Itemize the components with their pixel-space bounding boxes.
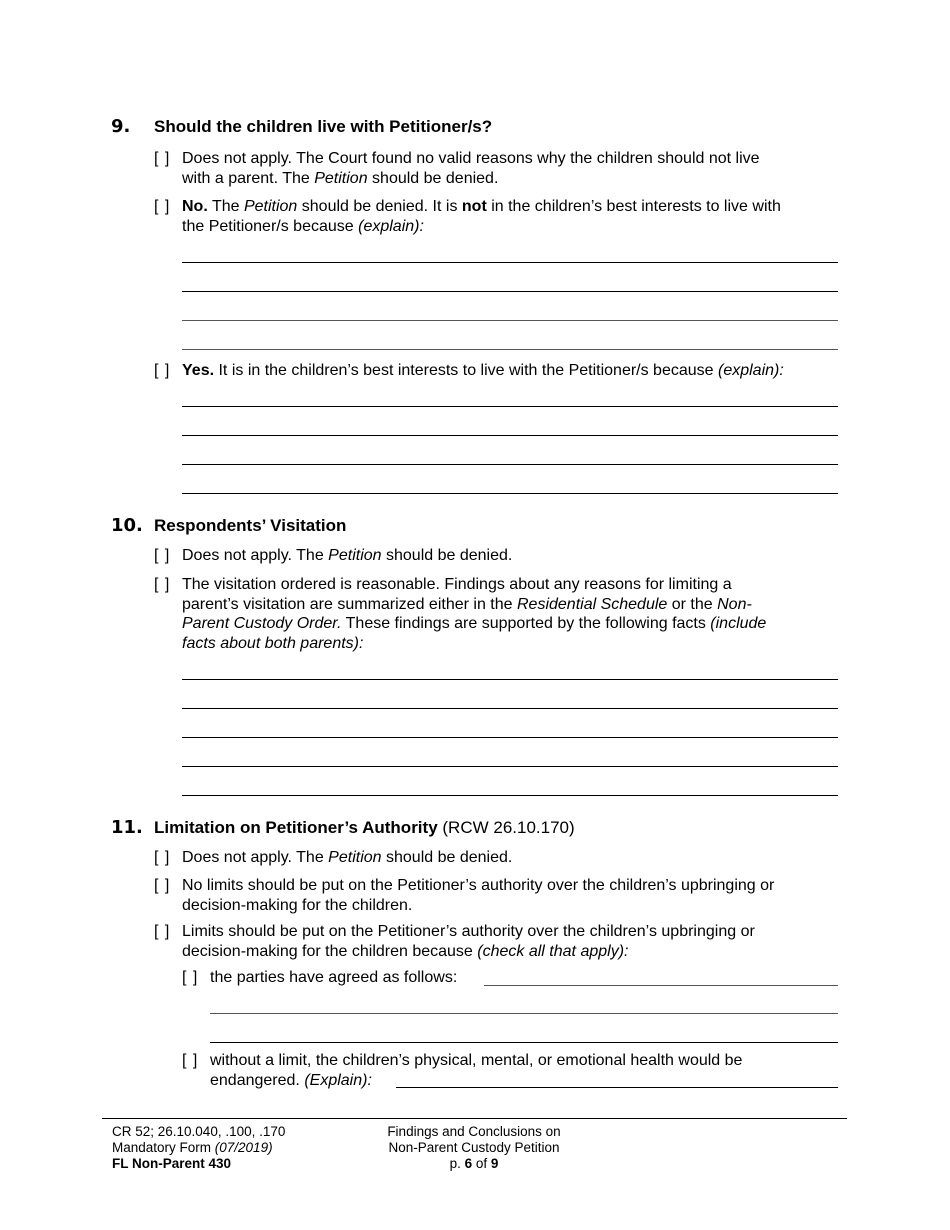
s11-sub1-answer-line-2[interactable] <box>210 1013 838 1014</box>
s11-opt3-check-all: (check all that apply): <box>477 942 629 960</box>
s10-opt2-custody-order: Parent Custody Order. <box>182 615 342 632</box>
s10-opt2-residential-schedule: Residential Schedule <box>516 595 668 613</box>
s11-opt3-line1: Limits should be put on the Petitioner’s authority over the children’s upbringing or <box>182 923 755 940</box>
s9-opt2-answer-line-1[interactable] <box>182 262 838 263</box>
s10-opt2-l3c: (include <box>710 615 767 632</box>
s11-title-bold: Limitation on Petitioner’s Authority <box>154 818 438 837</box>
footer-title-1: Findings and Conclusions on <box>387 1124 561 1139</box>
s9-opt3-explain: (explain): <box>718 362 784 379</box>
s11-sub2-b1: endangered. <box>210 1071 305 1089</box>
s10-answer-line-1[interactable] <box>182 679 838 680</box>
s9-opt2-petition: Petition <box>243 198 298 215</box>
s10-opt2-l2d: Non- <box>717 595 752 613</box>
s9-opt2-explain: (explain): <box>358 217 424 235</box>
s9-opt3-yes: Yes. <box>182 362 215 379</box>
s9-opt2-text <box>182 197 781 236</box>
footer-left <box>112 1124 285 1172</box>
s10-opt1-petition: Petition <box>328 547 382 564</box>
s10-opt1-a3: should be denied. <box>381 547 513 564</box>
s9-opt1-text <box>182 149 760 188</box>
s9-opt3-answer-line-2[interactable] <box>182 435 838 436</box>
s10-opt2-l2a: parent’s visitation are summarized either in the <box>182 595 517 613</box>
s11-sub1-answer-line-1[interactable] <box>484 985 838 986</box>
s11-opt3-checkbox[interactable]: [ ] <box>154 923 170 940</box>
s11-opt1-a1: Does not apply. The <box>182 849 329 866</box>
s11-sub1-answer-line-3[interactable] <box>210 1042 838 1043</box>
footer-page-of: of <box>472 1156 491 1171</box>
s10-answer-line-5[interactable] <box>182 795 838 796</box>
s11-opt1-petition: Petition <box>328 849 382 866</box>
section-11-title <box>154 818 575 838</box>
s9-opt2-answer-line-2[interactable] <box>182 291 838 292</box>
s9-opt2-no: No. <box>182 198 208 215</box>
section-10-title: Respondents’ Visitation <box>154 516 347 535</box>
s9-opt1-petition: Petition <box>314 169 368 187</box>
s9-opt3-answer-line-1[interactable] <box>182 406 838 407</box>
s11-opt2-text <box>182 876 774 915</box>
s10-opt2-checkbox[interactable]: [ ] <box>154 576 170 593</box>
s9-opt2-a6: in the children’s best interests to live with <box>486 198 781 215</box>
s11-sub2-line1: without a limit, the children’s physical, mental, or emotional health would be <box>210 1052 743 1069</box>
section-9-title: Should the children live with Petitioner/s? <box>154 117 493 136</box>
s9-opt3-answer-line-3[interactable] <box>182 464 838 465</box>
s11-opt2-line2: decision-making for the children. <box>182 896 413 914</box>
s10-opt2-line4: facts about both parents): <box>182 634 364 652</box>
s11-opt3-text <box>182 922 755 961</box>
s10-opt1-a1: Does not apply. The <box>182 547 329 564</box>
section-11-number: 11. <box>111 817 143 838</box>
s10-opt2-text <box>182 575 766 653</box>
s10-opt1-checkbox[interactable]: [ ] <box>154 547 170 564</box>
section-9-number: 9. <box>111 116 131 137</box>
section-10-number: 10. <box>111 515 143 536</box>
s9-opt3-checkbox[interactable]: [ ] <box>154 362 170 379</box>
s9-opt2-answer-line-3[interactable] <box>182 320 838 321</box>
s9-opt2-checkbox[interactable]: [ ] <box>154 198 170 215</box>
footer-form-id: FL Non-Parent 430 <box>112 1156 232 1171</box>
s9-opt2-not: not <box>461 198 487 215</box>
s9-opt3-answer-line-4[interactable] <box>182 493 838 494</box>
footer-title-2: Non-Parent Custody Petition <box>388 1140 560 1155</box>
s10-opt2-l3b: These findings are supported by the following facts <box>341 615 711 632</box>
footer-page-total: 9 <box>490 1156 499 1171</box>
s9-opt3-a2: It is in the children’s best interests to live with the Petitioner/s because <box>214 362 718 379</box>
s11-sub2-answer-line[interactable] <box>396 1087 838 1088</box>
s10-answer-line-3[interactable] <box>182 737 838 738</box>
footer-mandatory: Mandatory Form <box>112 1140 215 1155</box>
s10-opt2-line1: The visitation ordered is reasonable. Findings about any reasons for limiting a <box>182 576 732 593</box>
s11-opt3-b1: decision-making for the children because <box>182 942 478 960</box>
s11-sub2-explain: (Explain): <box>304 1071 372 1089</box>
s9-opt2-answer-line-4[interactable] <box>182 349 838 350</box>
s11-opt2-line1: No limits should be put on the Petitioner’s authority over the children’s upbringing or <box>182 877 775 894</box>
s9-opt3-text <box>182 361 784 381</box>
s11-opt1-text <box>182 848 512 868</box>
s10-opt2-l2c: or the <box>667 595 718 613</box>
footer-citation: CR 52; 26.10.040, .100, .170 <box>112 1124 286 1139</box>
footer-rule <box>102 1118 847 1119</box>
s9-opt2-b1: the Petitioner/s because <box>182 217 359 235</box>
s11-sub2-text <box>210 1051 742 1090</box>
footer-date: (07/2019) <box>214 1140 273 1155</box>
s9-opt2-a2: The <box>207 198 244 215</box>
s9-opt1-line1: Does not apply. The Court found no valid reasons why the children should not live <box>182 150 760 167</box>
s10-answer-line-4[interactable] <box>182 766 838 767</box>
s11-rcw: (RCW 26.10.170) <box>437 818 575 837</box>
s9-opt1-line2a: with a parent. The <box>182 169 315 187</box>
footer-center <box>374 1124 574 1172</box>
s11-sub1-checkbox[interactable]: [ ] <box>182 969 198 986</box>
s11-opt1-a3: should be denied. <box>381 849 513 866</box>
s9-opt1-line2c: should be denied. <box>367 169 499 187</box>
s10-opt1-text <box>182 546 512 566</box>
s11-sub2-checkbox[interactable]: [ ] <box>182 1052 198 1069</box>
s10-answer-line-2[interactable] <box>182 708 838 709</box>
s9-opt2-a4: should be denied. It is <box>297 198 462 215</box>
s11-opt2-checkbox[interactable]: [ ] <box>154 877 170 894</box>
footer-page-prefix: p. <box>449 1156 465 1171</box>
s9-opt1-checkbox[interactable]: [ ] <box>154 150 170 167</box>
s11-sub1-text: the parties have agreed as follows: <box>210 969 458 986</box>
s11-opt1-checkbox[interactable]: [ ] <box>154 849 170 866</box>
footer-page-number: 6 <box>464 1156 473 1171</box>
